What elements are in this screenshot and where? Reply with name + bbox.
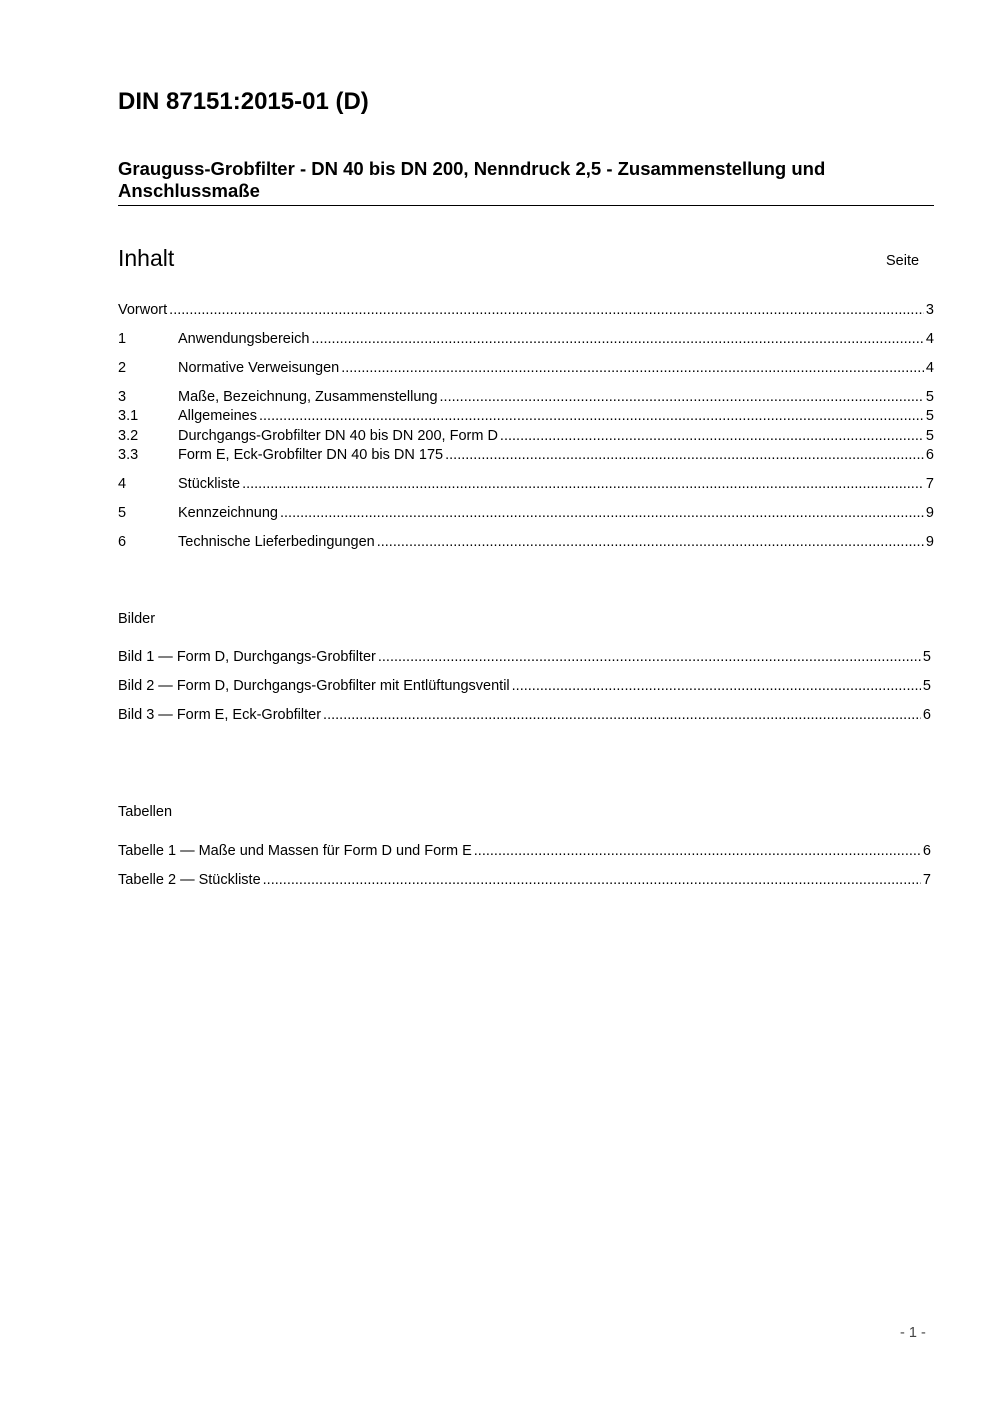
dot-leader xyxy=(445,447,924,463)
toc-entry-vorwort[interactable] xyxy=(118,302,934,321)
figure-entry-label: Bild 2 — Form D, Durchgangs-Grobfilter mit Entlüftungsventil xyxy=(118,678,510,694)
dot-leader xyxy=(378,649,921,665)
figure-entry-2[interactable] xyxy=(118,678,931,697)
toc-entry-label: Kennzeichnung xyxy=(178,505,278,521)
figures-heading: Bilder xyxy=(118,611,156,627)
dot-leader xyxy=(242,476,924,492)
document-id: DIN 87151:2015-01 (D) xyxy=(118,88,369,115)
toc-entry-label: Stückliste xyxy=(178,476,241,492)
toc-entry-page: 9 xyxy=(925,505,934,521)
figure-entry-label: Bild 3 — Form E, Eck-Grobfilter xyxy=(118,707,322,723)
toc-entry-2[interactable] xyxy=(118,360,934,379)
toc-entry-4[interactable] xyxy=(118,476,934,495)
table-entry-label: Tabelle 1 — Maße und Massen für Form D und Form E xyxy=(118,843,472,859)
figure-entry-page: 5 xyxy=(922,649,931,665)
table-entry-2[interactable] xyxy=(118,872,931,891)
toc-entry-3-3[interactable] xyxy=(118,447,934,466)
figure-entry-3[interactable] xyxy=(118,707,931,726)
toc-entry-label: Durchgangs-Grobfilter DN 40 bis DN 200, Form D xyxy=(178,428,498,444)
dot-leader xyxy=(500,428,924,444)
dot-leader xyxy=(169,302,924,318)
toc-entry-page: 5 xyxy=(925,408,934,424)
toc-entry-label: Form E, Eck-Grobfilter DN 40 bis DN 175 xyxy=(178,447,444,463)
toc-entry-page: 4 xyxy=(925,331,934,347)
dot-leader xyxy=(474,843,921,859)
table-entry-page: 6 xyxy=(922,843,931,859)
toc-page-column-label: Seite xyxy=(886,253,920,269)
toc-entry-3-2[interactable] xyxy=(118,428,934,447)
toc-entry-label: Allgemeines xyxy=(178,408,257,424)
toc-entry-label: Maße, Bezeichnung, Zusammenstellung xyxy=(178,389,438,405)
dot-leader xyxy=(280,505,924,521)
table-entry-1[interactable] xyxy=(118,843,931,862)
toc-entry-number: 3.3 xyxy=(118,447,139,463)
page-number: - 1 - xyxy=(900,1325,926,1341)
toc-entry-number: 5 xyxy=(118,505,127,521)
toc-entry-page: 5 xyxy=(925,428,934,444)
toc-entry-number: 3.1 xyxy=(118,408,139,424)
figure-entry-page: 5 xyxy=(922,678,931,694)
document-title: Grauguss-Grobfilter - DN 40 bis DN 200, Nenndruck 2,5 - Zusammenstellung und Anschlussmaße xyxy=(118,158,934,206)
toc-entry-page: 7 xyxy=(925,476,934,492)
toc-entry-5[interactable] xyxy=(118,505,934,524)
toc-entry-page: 5 xyxy=(925,389,934,405)
figure-entry-1[interactable] xyxy=(118,649,931,668)
toc-entry-label: Normative Verweisungen xyxy=(178,360,340,376)
toc-entry-number: 4 xyxy=(118,476,127,492)
toc-entry-3-1[interactable] xyxy=(118,408,934,427)
toc-entry-number: 6 xyxy=(118,534,127,550)
toc-entry-number: 1 xyxy=(118,331,127,347)
toc-entry-page: 9 xyxy=(925,534,934,550)
dot-leader xyxy=(341,360,924,376)
toc-entry-page: 6 xyxy=(925,447,934,463)
toc-entry-page: 4 xyxy=(925,360,934,376)
figure-entry-page: 6 xyxy=(922,707,931,723)
toc-entry-number: 3 xyxy=(118,389,127,405)
toc-entry-3[interactable] xyxy=(118,389,934,408)
dot-leader xyxy=(259,408,924,424)
toc-entry-label: Technische Lieferbedingungen xyxy=(178,534,375,550)
dot-leader xyxy=(377,534,924,550)
dot-leader xyxy=(311,331,924,347)
toc-entry-number: 2 xyxy=(118,360,127,376)
dot-leader xyxy=(323,707,921,723)
figure-entry-label: Bild 1 — Form D, Durchgangs-Grobfilter xyxy=(118,649,376,665)
toc-entry-6[interactable] xyxy=(118,534,934,553)
toc-entry-label: Anwendungsbereich xyxy=(178,331,310,347)
toc-heading: Inhalt xyxy=(118,245,175,271)
tables-heading: Tabellen xyxy=(118,804,173,820)
dot-leader xyxy=(512,678,921,694)
toc-entry-page: 3 xyxy=(925,302,934,318)
toc-entry-1[interactable] xyxy=(118,331,934,350)
toc-entry-number: 3.2 xyxy=(118,428,139,444)
toc-entry-label: Vorwort xyxy=(118,302,168,318)
dot-leader xyxy=(263,872,921,888)
table-entry-label: Tabelle 2 — Stückliste xyxy=(118,872,261,888)
dot-leader xyxy=(440,389,924,405)
table-entry-page: 7 xyxy=(922,872,931,888)
